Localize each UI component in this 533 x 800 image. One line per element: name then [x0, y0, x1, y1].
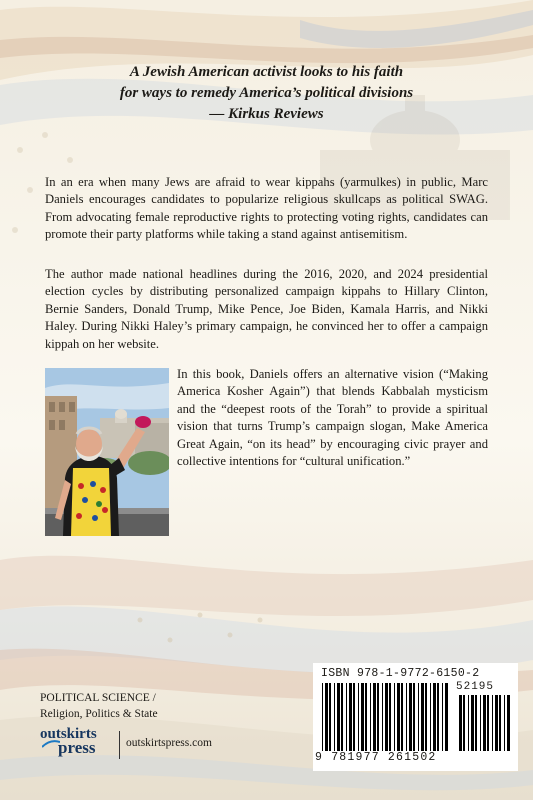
barcode-bar — [329, 683, 331, 751]
barcode-bar — [507, 695, 510, 751]
publisher-logo-line-1: outskirts — [40, 726, 97, 742]
barcode-bar — [437, 683, 439, 751]
barcode-bar — [442, 683, 443, 751]
review-attribution: — Kirkus Reviews — [209, 106, 324, 122]
barcode-bar — [322, 683, 323, 751]
barcode-bar — [487, 695, 489, 751]
category-line-2: Religion, Politics & State — [40, 708, 158, 720]
publisher-url: outskirtspress.com — [126, 737, 212, 749]
barcode-bar — [483, 695, 486, 751]
barcode-bar — [413, 683, 415, 751]
barcode-bar — [480, 695, 481, 751]
barcode-bar — [361, 683, 364, 751]
barcode-bar — [421, 683, 424, 751]
isbn-label: ISBN 978-1-9772-6150-2 — [321, 667, 480, 680]
barcode-bar — [353, 683, 355, 751]
barcode-bar — [475, 695, 477, 751]
barcode-bar — [499, 695, 501, 751]
publisher-divider — [119, 731, 120, 759]
barcode-bar — [445, 683, 448, 751]
barcode-bar — [406, 683, 407, 751]
barcode-bar — [433, 683, 436, 751]
barcode-bar — [495, 695, 498, 751]
barcode-bar — [325, 683, 328, 751]
category-label — [40, 690, 158, 722]
barcode-bar — [459, 695, 462, 751]
barcode-bar — [334, 683, 335, 751]
barcode-bar — [418, 683, 419, 751]
barcode-bar — [346, 683, 347, 751]
isbn-barcode — [313, 663, 518, 771]
barcode-bar — [337, 683, 340, 751]
barcode-bar — [492, 695, 493, 751]
barcode-bar — [471, 695, 474, 751]
barcode-bar — [468, 695, 469, 751]
barcode-bar — [463, 695, 465, 751]
body-paragraph-2: The author made national headlines during the 2016, 2020, and 2024 presidential election cycles by distributing personalized campaign kippahs to Hillary Clinton, Bernie Sanders, Donald Trump, Mike Pence, Joe Biden, Kamala Harris, and Nikki Haley. During Nikki Haley’s primary campaign, he convinced her to offer a campaign kippah on her website. — [45, 267, 488, 351]
barcode-bar — [358, 683, 359, 751]
barcode-bar — [349, 683, 352, 751]
review-line-1: A Jewish American activist looks to his faith — [129, 64, 404, 80]
review-quote — [40, 62, 493, 125]
body-paragraph-1: In an era when many Jews are afraid to wear kippahs (yarmulkes) in public, Marc Daniels encourages candidates to popularize religious skullcaps as political SWAG. From advocating female reproductive rights to protecting voting rights, candidates can promote their party platforms while taking a stand against antisemitism. — [45, 175, 488, 242]
barcode-main-bars — [321, 683, 451, 751]
barcode-bar — [385, 683, 388, 751]
barcode-bar — [430, 683, 431, 751]
price-code: 52195 — [456, 681, 495, 693]
barcode-bar — [394, 683, 395, 751]
barcode-addon-bars — [458, 695, 510, 751]
barcode-bar — [370, 683, 371, 751]
category-line-1: POLITICAL SCIENCE / — [40, 692, 156, 704]
publisher-block — [40, 727, 240, 761]
barcode-bar — [409, 683, 412, 751]
barcode-bar — [389, 683, 391, 751]
barcode-bar — [425, 683, 427, 751]
barcode-bar — [401, 683, 403, 751]
barcode-bar — [504, 695, 505, 751]
barcode-bar — [382, 683, 383, 751]
barcode-bar — [373, 683, 376, 751]
barcode-bar — [377, 683, 379, 751]
publisher-logo-line-2: press — [58, 738, 96, 757]
body-paragraph-3: In this book, Daniels offers an alternative vision (“Making America Kosher Again”) that blends Kabbalah mysticism and the “deepest roots of the Torah” to provide a spiritual vision that turns Trump’s campaign slogan, Make America Great Again, “on its head” by encouraging civic prayer and collective intentions for “cultural unification.” — [177, 367, 488, 469]
review-line-2: for ways to remedy America’s political divisions — [119, 85, 414, 101]
author-photo — [45, 368, 169, 536]
barcode-bar — [341, 683, 343, 751]
barcode-bar — [365, 683, 367, 751]
barcode-digits: 9 781977 261502 — [315, 751, 437, 764]
barcode-bar — [397, 683, 400, 751]
